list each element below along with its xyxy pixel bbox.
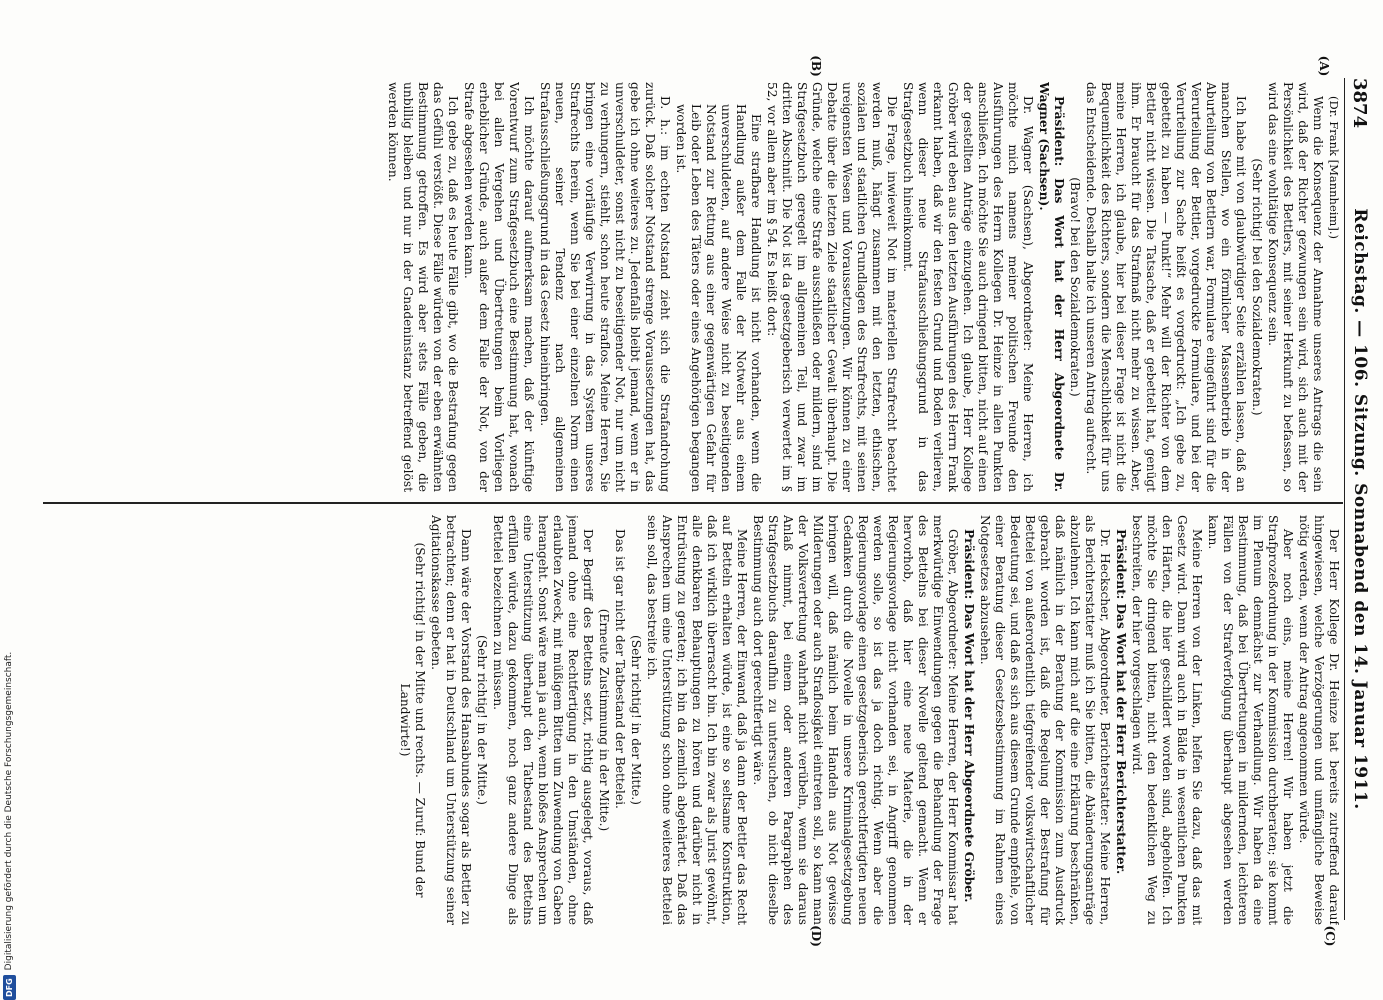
paragraph: Ich gebe zu, daß es heute Fälle gibt, wo die Bestrafung gegen das Gefühl verstößt. Diese Fälle würden von der eben erwähnten Bestimmung getroffen. Es wird aber stets Fälle geben, die unbillig bleiben und nur in der Gnadeninstanz betreffend gelöst werden können. — [386, 82, 460, 492]
digitization-note: Digitalisierung gefördert durch die Deutsche Forschungsgemeinschaft. — [4, 651, 14, 971]
margin-marker-c: (C) — [1323, 925, 1337, 947]
president-statement: Präsident: Das Wort hat der Herr Berichterstatter. — [1114, 529, 1128, 875]
column-divider — [43, 502, 1343, 504]
page-number: 3874 — [1349, 78, 1371, 129]
quoted-law: Eine strafbare Handlung ist nicht vorhanden, wenn die Handlung außer dem Falle der Notwehr aus einem unverschuldeten, auf andere Weise nicht zu beseitigenden Notstand zur Rettung aus einer gegenwärtigen Gefahr für Leib oder Leben des Täters oder eines Angehörigen begangen worden ist. — [674, 104, 763, 492]
paragraph: Das ist gar nicht der Tatbestand der Bettelei. — [613, 529, 627, 809]
paragraph: Dann wäre der Vorstand des Hansabundes sogar als Bettler zu betrachten; denn er hat in Deutschland um Unterstützung seiner Agitationskasse gebeten. — [429, 515, 473, 925]
interjection: (Sehr richtig! in der Mitte.) — [475, 635, 489, 805]
paragraph: Der Herr Kollege Dr. Heinze hat bereits zutreffend darauf hingewiesen, welche Verzögerungen und umfängliche Beweise nötig werden, wenn der Antrag angenommen würde. — [1297, 515, 1341, 925]
paragraph: Meine Herren von der Linken, helfen Sie dazu, daß das mit Gesetz wird. Dann wird auch in Bälde in wesentlichen Punkten den Härten, die hier geschildert worden sind, abgeholfen. Ich möchte Sie dringend bitten, nicht den bedenklichen Weg zu beschreiten, der hier vorgeschlagen wird. — [1130, 515, 1204, 925]
digitization-credit — [0, 0, 18, 1000]
interjection: (Sehr richtig! bei den Sozialdemokraten.) — [1250, 158, 1264, 416]
page-title: Reichstag. — 106. Sitzung. Sonnabend den 14. Januar 1911. — [1350, 208, 1370, 810]
paragraph: D. h.: im echten Notstand zieht sich die Strafandrohung zurück. Daß solcher Notstand strenge Voraussetzungen hat, das gebe ich ohne weiteres zu. Jedenfalls bleibt jemand, wenn er in unverschuldeter, sonst nicht zu beseitigender Not, nur um nicht zu verhungern, stiehlt, schon heute straflos. Meine Herren, Sie bringen eine vorläufige Verwirrung in das System unseres Strafrechts herein, wenn Sie bei einer einzelnen Norm einen neuen, seiner Tendenz nach allgemeinen Strafausschließungsgrund in das Gesetz hineinbringen. — [538, 82, 672, 492]
margin-marker-a: (A) — [1317, 55, 1331, 77]
speaker-paragraph: Dr. Wagner (Sachsen), Abgeordneter: Meine Herren, ich möchte mich namens meiner politischen Freunde den Ausführungen des Herrn Kollegen Dr. Heinze in allen Punkten anschließen. Ich möchte Sie auch dringend bitten, nicht auf einen der gestellten Anträge einzugehen. Ich glaube, Herr Kollege Gröber wird eben aus den letzten Ausführungen des Herrn Frank erkannt haben, daß wir den festen Grund und Boden verlieren, wenn dieser neue Strafausschließungsgrund in das Strafgesetzbuch hineinkommt. — [901, 82, 1035, 492]
interjection: (Erneute Zustimmung in der Mitte.) — [597, 608, 611, 832]
president-statement: Präsident: Das Wort hat der Herr Abgeordnete Gröber. — [962, 529, 976, 903]
paragraph: Meine Herren, der Einwand, daß ja dann der Bettler das Recht auf Betteln erhalten würde, ist eine so seltsame Konstruktion, daß ich wirklich überrascht bin. Ich bin zwar als Jurist gewöhnt, alle denkbaren Behauptungen zu hören und darüber nicht in Entrüstung zu geraten; ich bin da ziemlich abgehärtet. Daß das Ansprechen um eine Unterstützung schon ohne weiteres Bettelei sein soll, das bestreite ich. — [645, 515, 749, 925]
speaker-paragraph: Gröber, Abgeordneter: Meine Herren, der Herr Kommissar hat merkwürdige Einwendungen gegen die Behandlung der Frage des Bettelns bei dieser Novelle geltend gemacht. Wenn er hervorhob, daß hier eine neue Materie, die in der Regierungsvorlage nicht vorhanden sei, in Angriff genommen werden solle, so ist das ja doch richtig. Wenn aber die Regierungsvorlage einen gesetzgeberisch gerechtfertigten neuen Gedanken durch die Novelle in unsere Kriminalgesetzgebung bringen will, daß nämlich beim Handeln aus Not gewisse Milderungen oder auch Straflosigkeit eintreten soll, so kann man der Volksvertretung wahrhaft nicht verübeln, wenn sie daraus Anlaß nimmt, bei einem oder anderen Paragraphen des Strafgesetzbuchs daraufhin zu untersuchen, ob nicht dieselbe Bestimmung auch dort gerechtfertigt wäre. — [751, 515, 960, 925]
margin-marker-b: (B) — [809, 55, 823, 77]
left-column — [11, 82, 1341, 492]
speaker-paragraph: Dr. Heckscher, Abgeordneter, Berichterstatter: Meine Herren, als Berichterstatter muß ich Sie bitten, die Abänderungsanträge abzulehnen. Ich kann mich auf die eine Erklärung beschränken, daß nämlich in der Beratung der Kommission zum Ausdruck gebracht worden ist, daß die Regelung der Bestrafung für Bettelei von außerordentlich tiefgreifender volkswirtschaftlicher Bedeutung sei, und daß es sich aus diesem Grunde empfehle, von einer Beratung dieser Gesetzesbestimmung im Rahmen eines Notgesetzes abzusehen. — [978, 515, 1112, 925]
paragraph: Ich habe mit von glaubwürdiger Seite erzählen lassen, daß an manchen Stellen, wo ein förmlicher Massenbetrieb in der Aburteilung von Bettlern war, Formulare eingeführt sind für die Verurteilung der Bettler, vorgedruckte Formulare, und bei der Verurteilung zur Sache heißt es vorgedruckt: „Ich gebe zu, gebettelt zu haben — Punkt!“ Mehr will der Richter von dem Bettler nicht wissen. Die Tatsache, daß er gebettelt hat, genügt ihm. Er braucht für das Strafmaß nicht mehr zu wissen. Aber, meine Herren, ich glaube, hier bei dieser Frage ist nicht die Bequemlichkeit des Richters, sondern die Menschlichkeit für uns das Entscheidende. Deshalb halte ich unseren Antrag aufrecht. — [1084, 82, 1248, 492]
paragraph: Aber noch eins, meine Herren! Wir haben jetzt die Strafprozeßordnung in der Kommission durchberaten; sie kommt im Plenum demnächst zur Verhandlung. Wir haben da eine Bestimmung, daß bei Übertretungen in mildernden, leichteren Fällen von der Strafverfolgung überhaupt abgesehen werden kann. — [1206, 515, 1295, 925]
margin-marker-d: (D) — [809, 925, 823, 947]
paragraph: Ich möchte darauf aufmerksam machen, daß der künftige Vorentwurf zum Strafgesetzbuch eine Bestimmung hat, wonach bei allen Vergehen und Übertretungen beim Vorliegen erheblicher Gründe, auch außer dem Falle der Not, von der Strafe abgesehen werden kann. — [462, 82, 536, 492]
interjection: (Sehr richtig! in der Mitte.) — [629, 635, 643, 805]
running-head: (Dr. Frank [Mannheim].) — [1327, 96, 1341, 239]
paragraph: Die Frage, inwieweit Not im materiellen Strafrecht beachtet werden muß, hängt zusammen mit den letzten, ethischen, sozialen und staatlichen Grundlagen des Strafrechts, mit seinen ureigensten Wesen und Voraussetzungen. Wir können zu einer Debatte über die letzten Ziele staatlicher Gewalt überhaupt. Die Gründe, welche eine Strafe ausschließen oder mildern, sind im Strafgesetzbuch geregelt im allgemeinen Teil, und zwar im dritten Abschnitt. Die Not ist da gesetzgeberisch verwertet im § 52, vor allem aber im § 54. Es heißt dort: — [765, 82, 899, 492]
interjection: (Bravo! bei den Sozialdemokraten.) — [1068, 177, 1082, 397]
paragraph: Wenn die Konsequenz der Annahme unseres Antrags die sein wird, daß der Richter gezwungen sein wird, sich auch mit der Persönlichkeit des Bettlers, mit seiner Herkunft zu befassen, so wird das eine wohltätige Konsequenz sein. — [1266, 82, 1325, 492]
paragraph: Der Begriff des Bettelns setzt, richtig ausgelegt, voraus, daß jemand ohne eine Rechtfertigung in den Umständen, ohne erlaubten Zweck, mit müßigem Bitten um Zuwendung von Gaben herangeht. Sonst wäre man ja auch, wenn bloßes Ansprechen um eine Unterstützung überhaupt den Tatbestand des Bettelns erfüllen würde, dazu gekommen, noch ganz andere Dinge als Bettelei bezeichnen zu müssen. — [491, 515, 595, 925]
right-column — [11, 515, 1341, 925]
dfg-logo: DFG — [3, 975, 16, 1000]
interjection: (Sehr richtig! in der Mitte und rechts. — Zuruf: Bund der Landwirte!) — [398, 542, 427, 898]
president-statement: Präsident: Das Wort hat der Herr Abgeordnete Dr. Wagner (Sachsen). — [1037, 82, 1066, 492]
page-header — [1344, 78, 1375, 920]
